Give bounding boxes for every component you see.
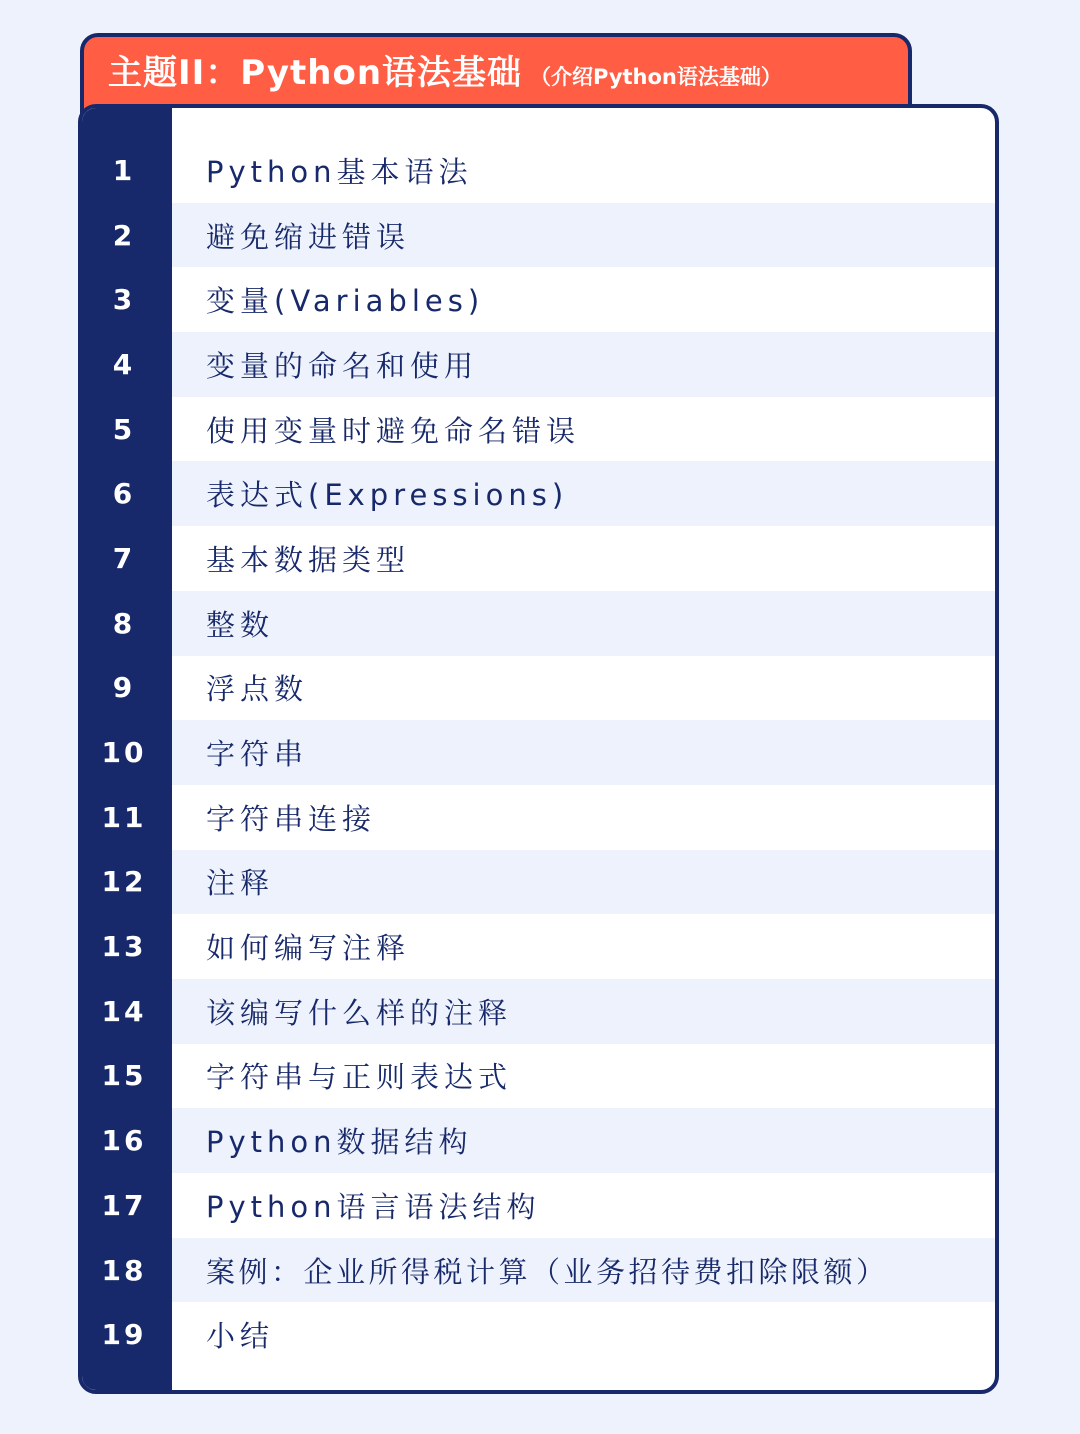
topic-title-subtitle: （介绍Python语法基础） — [530, 65, 782, 89]
list-item — [82, 397, 995, 462]
list-item — [82, 850, 995, 915]
item-number: 13 — [101, 930, 147, 964]
item-number: 3 — [112, 283, 136, 317]
item-label: 案例：企业所得税计算（业务招待费扣除限额） — [206, 1254, 889, 1289]
list-item — [82, 332, 995, 397]
item-label: 如何编写注释 — [206, 931, 411, 966]
list-item — [82, 203, 995, 268]
list-item — [82, 720, 995, 785]
list-item — [82, 1173, 995, 1238]
topic-title-main: 主题II：Python语法基础 — [108, 53, 523, 93]
item-label: 字符串与正则表达式 — [206, 1060, 513, 1095]
item-number: 4 — [112, 347, 136, 381]
list-item — [82, 1108, 995, 1173]
item-number: 5 — [112, 412, 136, 446]
outline-card — [78, 104, 999, 1394]
item-label: 表达式(Expressions) — [206, 478, 569, 513]
list-item — [82, 267, 995, 332]
list-item — [82, 785, 995, 850]
item-label: 整数 — [206, 607, 275, 642]
item-number: 10 — [101, 736, 147, 770]
list-item — [82, 1302, 995, 1367]
list-item — [82, 591, 995, 656]
list-item — [82, 1238, 995, 1303]
item-number: 12 — [101, 865, 147, 899]
item-number: 6 — [112, 477, 136, 511]
item-label: 注释 — [206, 866, 275, 901]
item-label: Python基本语法 — [206, 154, 473, 189]
list-item — [82, 914, 995, 979]
item-number: 8 — [112, 606, 136, 640]
item-number: 17 — [101, 1188, 147, 1222]
item-number: 16 — [101, 1124, 147, 1158]
item-number: 2 — [112, 218, 136, 252]
item-number: 1 — [112, 153, 136, 187]
list-item — [82, 979, 995, 1044]
item-label: 基本数据类型 — [206, 542, 411, 577]
item-number: 7 — [112, 541, 136, 575]
item-label: 字符串连接 — [206, 801, 377, 836]
item-label: 该编写什么样的注释 — [206, 995, 513, 1030]
topic-title — [108, 51, 782, 101]
list-item — [82, 526, 995, 591]
item-label: 使用变量时避免命名错误 — [206, 413, 581, 448]
row-background — [172, 1302, 995, 1367]
outline-list — [82, 138, 995, 1367]
item-number: 14 — [101, 994, 147, 1028]
item-label: 浮点数 — [206, 672, 309, 707]
item-number: 19 — [101, 1318, 147, 1352]
item-label: 字符串 — [206, 737, 309, 772]
item-label: Python数据结构 — [206, 1125, 473, 1160]
item-label: 小结 — [206, 1319, 275, 1354]
item-number: 9 — [112, 671, 136, 705]
list-item — [82, 138, 995, 203]
row-background — [172, 850, 995, 915]
item-label: 变量的命名和使用 — [206, 348, 479, 383]
item-label: 避免缩进错误 — [206, 219, 411, 254]
item-number: 18 — [101, 1253, 147, 1287]
item-number: 11 — [101, 800, 147, 834]
item-number: 15 — [101, 1059, 147, 1093]
item-label: Python语言语法结构 — [206, 1189, 541, 1224]
list-item — [82, 461, 995, 526]
item-label: 变量(Variables) — [206, 284, 485, 319]
list-item — [82, 1044, 995, 1109]
list-item — [82, 656, 995, 721]
row-background — [172, 591, 995, 656]
